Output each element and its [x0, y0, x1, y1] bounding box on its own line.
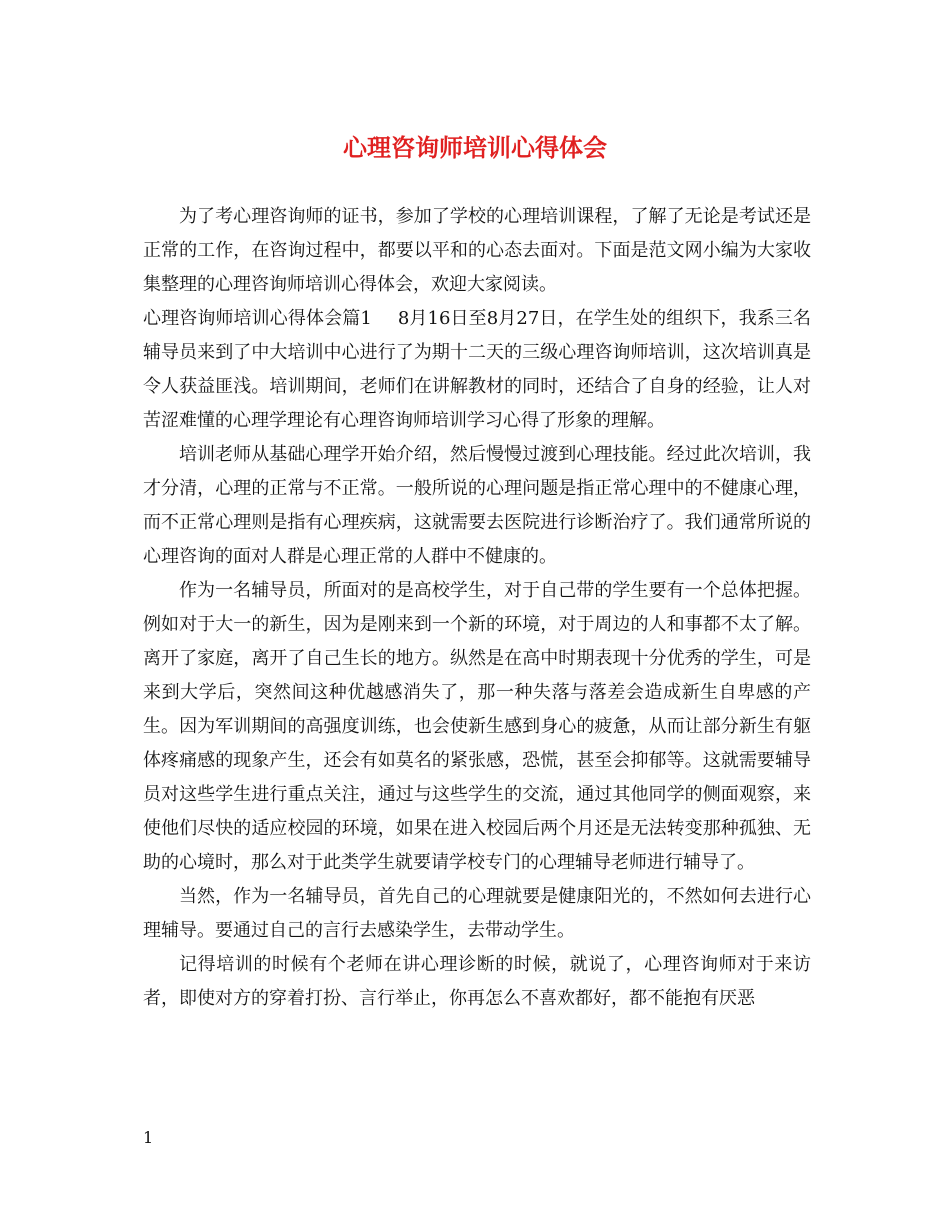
section-1-paragraph — [143, 302, 811, 438]
body-paragraph: 当然，作为一名辅导员，首先自己的心理就要是健康阳光的，不然如何去进行心理辅导。要通过自己的言行去感染学生，去带动学生。 — [143, 886, 811, 941]
section-1-text: 8月16日至8月27日，在学生处的组织下，我系三名辅导员来到了中大培训中心进行了为期十二天的三级心理咨询师培训，这次培训真是令人获益匪浅。培训期间，老师们在讲解教材的同时，还结合了自身的经验，让人对苦涩难懂的心理学理论有心理咨询师培训学习心得了形象的理解。 — [143, 308, 812, 431]
document-body — [143, 200, 811, 1016]
body-paragraph: 作为一名辅导员，所面对的是高校学生，对于自己带的学生要有一个总体把握。例如对于大一的新生，因为是刚来到一个新的环境，对于周边的人和事都不太了解。离开了家庭，离开了自己生长的地方。纵然是在高中时期表现十分优秀的学生，可是来到大学后，突然间这种优越感消失了，那一种失落与落差会造成新生自卑感的产生。因为军训期间的高强度训练，也会使新生感到身心的疲惫，从而让部分新生有躯体疼痛感的现象产生，还会有如莫名的紧张感，恐慌，甚至会抑郁等。这就需要辅导员对这些学生进行重点关注，通过与这些学生的交流，通过其他同学的侧面观察，来使他们尽快的适应校园的环境，如果在进入校园后两个月还是无法转变那种孤独、无助的心境时，那么对于此类学生就要请学校专门的心理辅导老师进行辅导了。 — [143, 580, 811, 873]
body-paragraph: 培训老师从基础心理学开始介绍，然后慢慢过渡到心理技能。经过此次培训，我才分清，心理的正常与不正常。一般所说的心理问题是指正常心理中的不健康心理，而不正常心理则是指有心理疾病，这就需要去医院进行诊断治疗了。我们通常所说的心理咨询的面对人群是心理正常的人群中不健康的。 — [143, 444, 811, 567]
page-number: 1 — [143, 1128, 154, 1147]
document-title: 心理咨询师培训心得体会 — [343, 133, 607, 162]
body-paragraph: 记得培训的时候有个老师在讲心理诊断的时候，就说了，心理咨询师对于来访者，即使对方的穿着打扮、言行举止，你再怎么不喜欢都好，都不能抱有厌恶 — [143, 954, 811, 1009]
intro-paragraph: 为了考心理咨询师的证书，参加了学校的心理培训课程，了解了无论是考试还是正常的工作，在咨询过程中，都要以平和的心态去面对。下面是范文网小编为大家收集整理的心理咨询师培训心得体会，欢迎大家阅读。 — [143, 206, 811, 295]
section-1-heading: 心理咨询师培训心得体会篇1 — [143, 308, 372, 329]
